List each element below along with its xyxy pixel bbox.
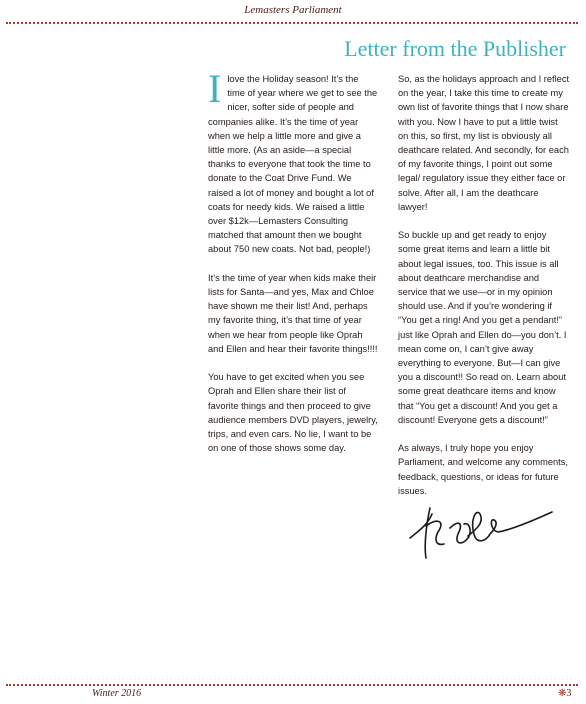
top-divider [6,22,578,24]
right-paragraph-3: As always, I truly hope you enjoy Parliament, and welcome any comments, feedback, questions, or ideas for future issues. [398,443,568,496]
page-number-group [558,688,571,699]
right-column [398,72,570,512]
publication-title: Lemasters Parliament [244,4,342,16]
page-number: 3 [566,688,572,699]
bottom-divider [6,684,578,686]
issue-label: Winter 2016 [92,688,142,699]
left-column [208,66,378,470]
left-paragraph-1 [208,66,378,257]
publisher-signature [406,500,556,564]
left-paragraph-1-text: love the Holiday season! It’s the time of year where we get to see the nicer, softer side of people and companies alike. It’s the time of year when we help a little more and give a little more. (As an aside—a special thanks to everyone that took the time to donate to the Coat Drive Fund. We raised a lot of money and bought a lot of coats for needy kids. We raised a little over $12k—Lemasters Consulting matched that amount then we bought about 750 new coats. Not bad, people!) [208,74,378,255]
section-title: Letter from the Publisher [344,36,566,61]
ornament-icon: ❋ [558,688,567,699]
drop-cap: I [208,66,222,111]
left-paragraph-2: It’s the time of year when kids make their lists for Santa—and yes, Max and Chloe have shown me their list! And, perhaps my favorite thing, it’s that time of year when we hear from people like Oprah and Ellen and hear their favorite things!!!! [208,272,378,354]
right-paragraph-1: So, as the holidays approach and I reflect on the year, I take this time to create my own list of favorite things that I now share with you. Now I have to put a little twist on this, so first, my list is obviously all deathcare related. And secondly, for each of my favorite things, I point out some legal/ regulatory issue they either face or solve. After all, I am the deathcare lawyer! [398,74,570,212]
left-paragraph-3: You have to get excited when you see Oprah and Ellen share their list of favorite things and then proceed to give audience members DVD players, jewelry, trips, and even cars. No lie, I want to be on one of those shows some day. [208,372,378,454]
right-paragraph-2: So buckle up and get ready to enjoy some great items and learn a little bit about legal issues, too. This issue is all about deathcare merchandise and service that we use—or in my opinion should use. And if you’re wondering if “You get a ring! And you get a pendant!” just like Oprah and Ellen do—you don’t. I mean come on, I can’t give away everything to everyone. But—I can give you a discount!! So read on. Learn about some great deathcare items and know that “You get a discount! And you get a discount! Everyone gets a discount!” [398,230,567,425]
